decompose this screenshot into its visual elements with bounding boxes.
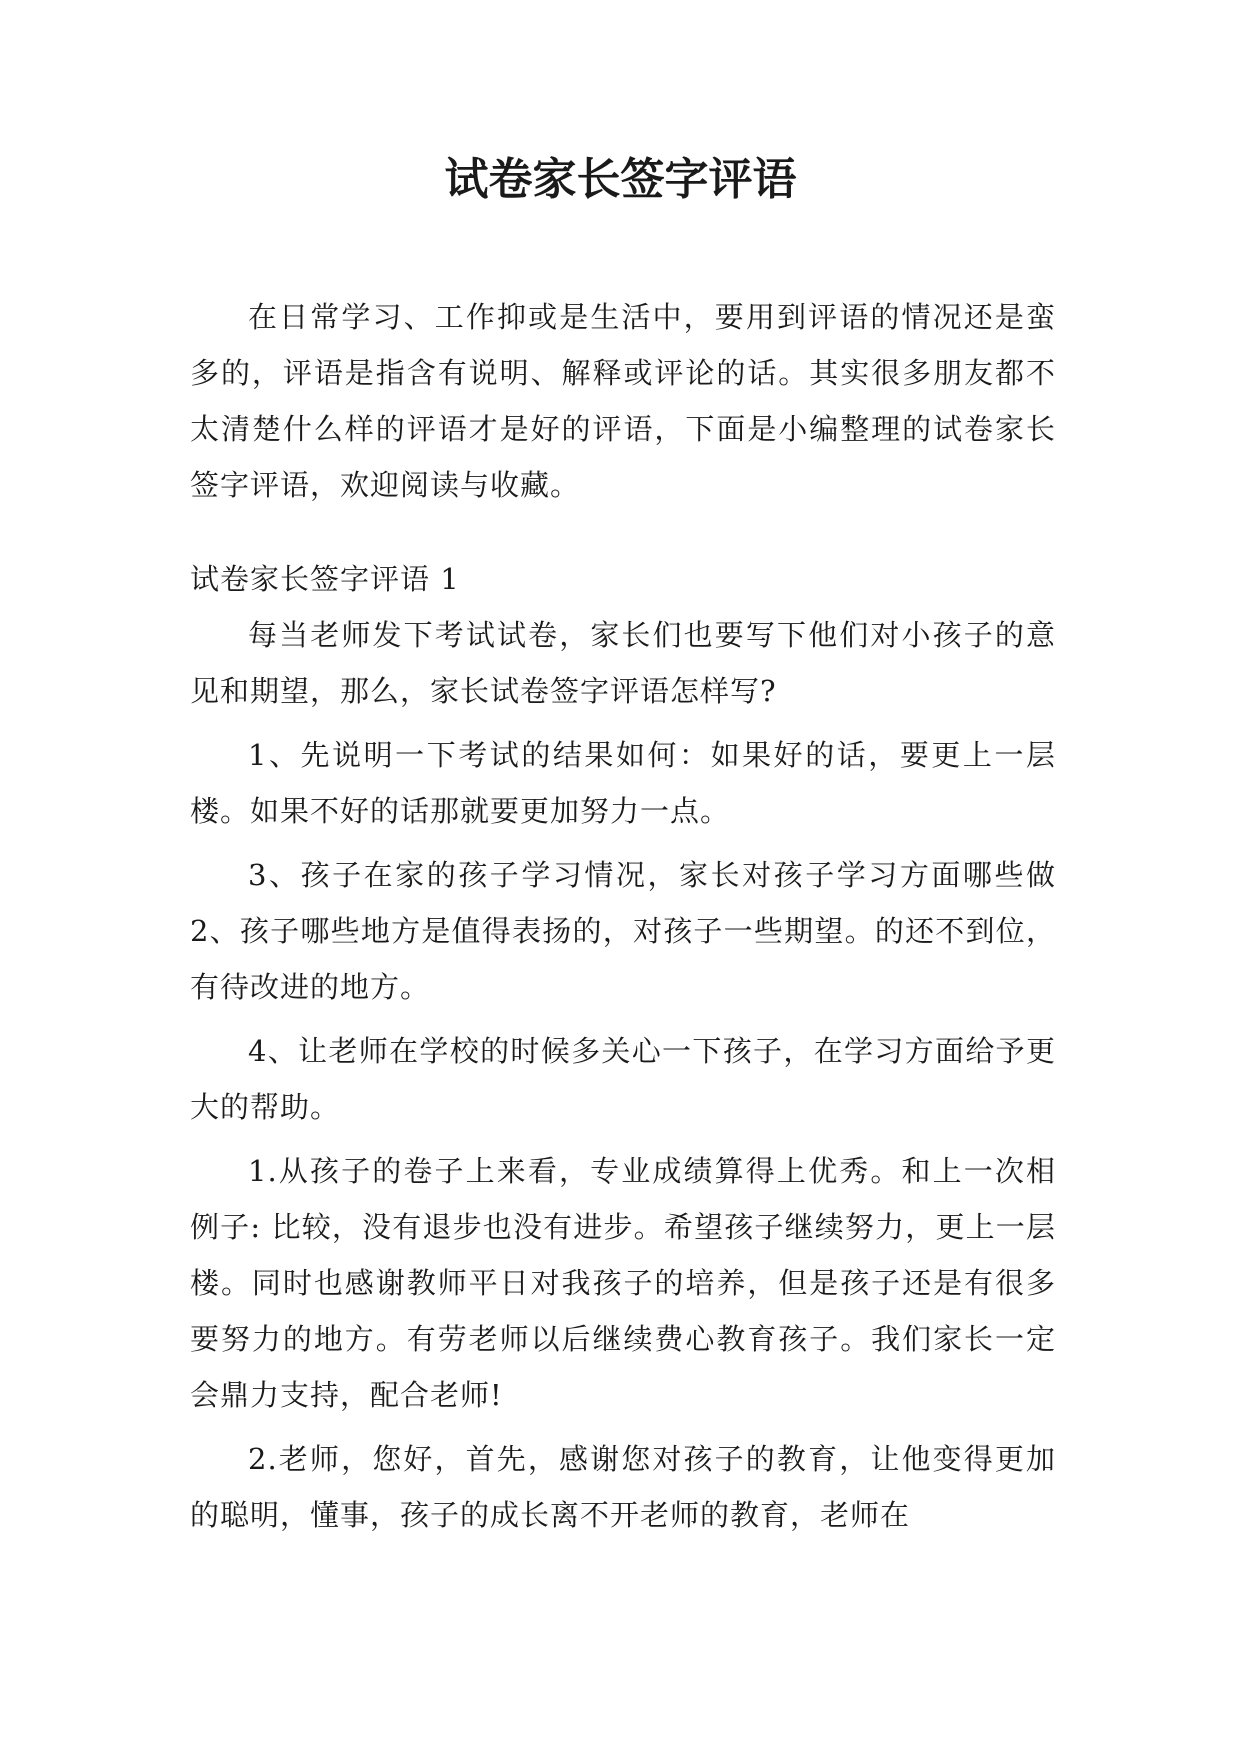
document-title: 试卷家长签字评语 [444, 154, 797, 205]
body-paragraph: 2.老师，您好，首先，感谢您对孩子的教育，让他变得更加的聪明，懂事，孩子的成长离不开老师的教育，老师在 [190, 1442, 1056, 1532]
intro-paragraph: 在日常学习、工作抑或是生活中，要用到评语的情况还是蛮多的，评语是指含有说明、解释或评论的话。其实很多朋友都不太清楚什么样的评语才是好的评语，下面是小编整理的试卷家长签字评语，欢迎阅读与收藏。 [190, 300, 1056, 502]
body-paragraph: 3、孩子在家的孩子学习情况，家长对孩子学习方面哪些做 2、孩子哪些地方是值得表扬的，对孩子一些期望。的还不到位，有待改进的地方。 [190, 858, 1056, 1004]
body-paragraph: 每当老师发下考试试卷，家长们也要写下他们对小孩子的意见和期望，那么，家长试卷签字评语怎样写? [190, 618, 1056, 708]
section-heading: 试卷家长签字评语 1 [190, 562, 460, 596]
document-body [190, 289, 1056, 1543]
body-paragraph: 1.从孩子的卷子上来看，专业成绩算得上优秀。和上一次相例子: 比较，没有退步也没有进步。希望孩子继续努力，更上一层楼。同时也感谢教师平日对我孩子的培养，但是孩子还是有很多要努力的地方。有劳老师以后继续费心教育孩子。我们家长一定会鼎力支持，配合老师! [190, 1154, 1056, 1412]
body-paragraph: 1、先说明一下考试的结果如何：如果好的话，要更上一层楼。如果不好的话那就要更加努力一点。 [190, 738, 1056, 828]
body-paragraph: 4、让老师在学校的时候多关心一下孩子，在学习方面给予更大的帮助。 [190, 1034, 1056, 1124]
